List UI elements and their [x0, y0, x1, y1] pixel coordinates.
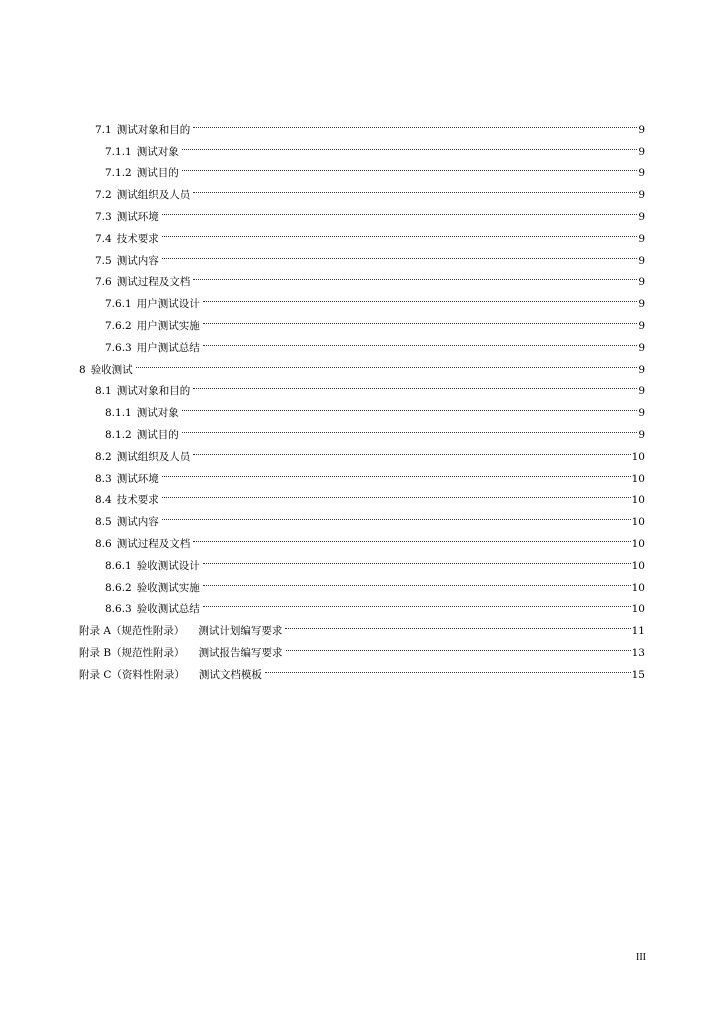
toc-entry-number: 8.6.3 [105, 603, 132, 616]
dot-leader [162, 242, 638, 264]
toc-entry-number: 7.5 [95, 254, 112, 267]
toc-entry[interactable] [79, 220, 645, 245]
toc-entry-title: 测试组织及人员 [116, 450, 191, 463]
toc-entry-number: 7.6.2 [105, 319, 132, 332]
toc-entry-page: 9 [638, 123, 645, 136]
dot-leader [193, 525, 630, 547]
toc-entry-page: 9 [638, 385, 645, 398]
toc-entry-page: 9 [638, 232, 645, 245]
toc-entry-page: 13 [631, 646, 645, 659]
toc-entry-title: 测试报告编写要求 [198, 646, 283, 659]
toc-entry-page: 9 [638, 341, 645, 354]
toc-entry-title: 测试内容 [116, 516, 159, 529]
dot-leader [203, 547, 631, 569]
dot-leader [193, 176, 637, 198]
toc-entry-title: 测试目的 [136, 428, 179, 441]
toc-entry-number: 8.2 [95, 450, 112, 463]
toc-entry-title: 用户测试总结 [136, 341, 200, 354]
toc-entry-number: 8 [79, 363, 86, 376]
toc-entry-number: 7.3 [95, 210, 112, 223]
dot-leader [162, 460, 631, 482]
dot-leader [162, 220, 638, 242]
dot-leader [193, 111, 637, 133]
toc-entry-page: 9 [638, 167, 645, 180]
toc-entry-title: 测试文档模板 [198, 668, 262, 681]
toc-entry-page: 9 [638, 298, 645, 311]
toc-entry-page: 9 [638, 276, 645, 289]
toc-entry-page: 9 [638, 319, 645, 332]
toc-entry-number: 附录 B（规范性附录） [79, 646, 185, 659]
toc-entry[interactable] [79, 482, 645, 507]
toc-entry-page: 15 [631, 668, 645, 681]
toc-entry-title: 测试对象 [136, 145, 179, 158]
dot-leader [136, 351, 638, 373]
toc-entry[interactable] [79, 198, 645, 223]
toc-entry-page: 10 [631, 516, 645, 529]
page-number: III [636, 952, 646, 963]
toc-entry[interactable] [79, 351, 645, 376]
toc-entry-title: 验收测试总结 [136, 603, 200, 616]
toc-entry-number: 8.5 [95, 516, 112, 529]
toc-entry[interactable] [79, 503, 645, 529]
toc-entry-number: 7.6.3 [105, 341, 132, 354]
toc-entry-page: 9 [638, 254, 645, 267]
toc-entry-number: 7.2 [95, 189, 112, 202]
toc-entry[interactable] [79, 111, 645, 136]
dot-leader [182, 133, 638, 155]
toc-entry-page: 9 [638, 407, 645, 420]
toc-entry-title: 用户测试实施 [136, 319, 200, 332]
toc-entry-page: 10 [631, 494, 645, 507]
toc-entry-page: 9 [638, 145, 645, 158]
dot-leader [162, 503, 631, 525]
toc-entry-title: 用户测试设计 [136, 298, 200, 311]
toc-entry-number: 7.6 [95, 276, 112, 289]
dot-leader [203, 591, 631, 613]
dot-leader [203, 569, 631, 591]
toc-entry-page: 10 [631, 537, 645, 550]
toc-entry-page: 10 [631, 472, 645, 485]
toc-entry-number: 附录 C（资料性附录） [79, 668, 185, 681]
toc-entry-page: 9 [638, 428, 645, 441]
toc-entry-title: 测试内容 [116, 254, 159, 267]
dot-leader [182, 155, 638, 177]
dot-leader [203, 329, 638, 351]
toc-entry-number: 8.1.2 [105, 428, 132, 441]
toc-entry-title: 技术要求 [116, 494, 159, 507]
toc-entry[interactable] [79, 242, 645, 267]
toc-entry-page: 11 [631, 625, 645, 638]
dot-leader [265, 656, 631, 678]
toc-entry-title: 测试组织及人员 [116, 189, 191, 202]
dot-leader [193, 264, 637, 286]
dot-leader [203, 285, 638, 307]
toc-entry-number: 8.6 [95, 537, 112, 550]
toc-entry-page: 9 [638, 189, 645, 202]
toc-entry-number: 8.6.1 [105, 559, 132, 572]
toc-entry-number: 7.1.1 [105, 145, 132, 158]
toc-entry-number: 7.1.2 [105, 167, 132, 180]
toc-entry-number: 8.3 [95, 472, 112, 485]
toc-entry-title: 测试目的 [136, 167, 179, 180]
toc-entry-title: 测试对象和目的 [116, 385, 191, 398]
toc-entry-title: 测试环境 [116, 210, 159, 223]
toc-entry-title: 技术要求 [116, 232, 159, 245]
toc-entry[interactable] [79, 373, 645, 398]
toc-entry-title: 测试对象和目的 [116, 123, 191, 136]
toc-entry-page: 10 [631, 603, 645, 616]
toc-entry-title: 验收测试 [90, 363, 133, 376]
toc-entry-number: 8.1.1 [105, 407, 132, 420]
toc-entry[interactable] [79, 264, 645, 289]
table-of-contents [79, 111, 645, 681]
toc-entry-title: 测试计划编写要求 [198, 625, 283, 638]
toc-entry-number: 附录 A（规范性附录） [79, 625, 185, 638]
toc-entry-number: 8.1 [95, 385, 112, 398]
toc-entry-page: 10 [631, 450, 645, 463]
toc-entry-number: 7.1 [95, 123, 112, 136]
dot-leader [203, 307, 638, 329]
toc-entry-title: 验收测试设计 [136, 559, 200, 572]
dot-leader [182, 394, 638, 416]
toc-entry-page: 10 [631, 559, 645, 572]
toc-entry-number: 8.4 [95, 494, 112, 507]
toc-entry-page: 9 [638, 363, 645, 376]
toc-entry-title: 测试环境 [116, 472, 159, 485]
dot-leader [162, 482, 631, 504]
toc-entry-title: 测试对象 [136, 407, 179, 420]
toc-entry-number: 7.4 [95, 232, 112, 245]
toc-entry-number: 8.6.2 [105, 581, 132, 594]
toc-entry[interactable] [79, 525, 645, 550]
dot-leader [182, 416, 638, 438]
dot-leader [285, 612, 630, 634]
toc-entry-title: 测试过程及文档 [116, 537, 191, 550]
toc-entry-title: 验收测试实施 [136, 581, 200, 594]
toc-entry[interactable] [79, 460, 645, 485]
toc-entry-title: 测试过程及文档 [116, 276, 191, 289]
toc-entry-page: 9 [638, 210, 645, 223]
dot-leader [286, 634, 631, 656]
toc-entry-number: 7.6.1 [105, 298, 132, 311]
toc-entry-page: 10 [631, 581, 645, 594]
dot-leader [162, 198, 638, 220]
dot-leader [193, 373, 637, 395]
dot-leader [193, 438, 630, 460]
